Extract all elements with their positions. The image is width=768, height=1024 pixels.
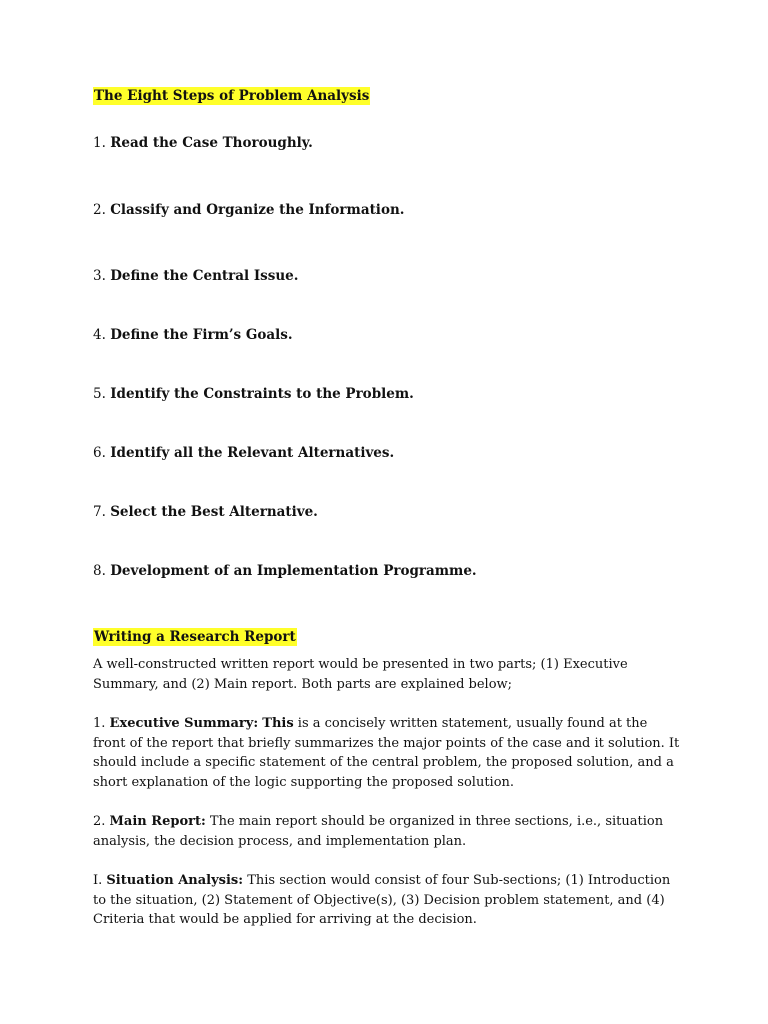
- item-label: Situation Analysis:: [106, 873, 244, 888]
- intro-paragraph: A well-constructed written report would be presented in two parts; (1) Executive Summary, and (2) Main report. Both parts are explained below;: [93, 657, 628, 692]
- step-number: 6.: [93, 445, 106, 461]
- step-text: Identify the Constraints to the Problem.: [110, 386, 414, 402]
- step-number: 4.: [93, 327, 106, 343]
- step-item: [93, 384, 414, 404]
- step-item: [93, 200, 404, 220]
- step-item: [93, 443, 394, 463]
- highlighted-title: The Eight Steps of Problem Analysis: [94, 88, 370, 104]
- section-heading-research-report: [93, 627, 297, 647]
- section-heading-problem-analysis: [93, 86, 370, 106]
- step-text: Read the Case Thoroughly.: [110, 135, 313, 151]
- item-bold-text: This: [262, 716, 294, 731]
- item-label: Main Report:: [109, 814, 206, 829]
- step-item: [93, 502, 318, 522]
- item-text: This section would consist of four Sub-sections; (1) Introduction to the situation, (2) Statement of Objective(s), (3) Decision problem statement, and (4) Criteria that would be applied for arriving at the decision.: [93, 873, 671, 928]
- step-number: 8.: [93, 563, 106, 579]
- step-number: 5.: [93, 386, 106, 402]
- step-item: [93, 266, 298, 286]
- highlighted-title: Writing a Research Report: [94, 629, 296, 645]
- step-text: Define the Central Issue.: [110, 268, 299, 284]
- step-text: Select the Best Alternative.: [110, 504, 318, 520]
- step-number: 7.: [93, 504, 106, 520]
- main-report-paragraph: [93, 812, 683, 851]
- item-text: is a concisely written statement, usually found at the front of the report that briefly summarizes the major points of the case and it solution. It should include a specific statement of the central problem, the proposed solution, and a short explanation of the logic supporting the proposed solution.: [93, 716, 680, 790]
- situation-analysis-paragraph: [93, 871, 683, 930]
- item-prefix: I.: [93, 873, 103, 888]
- step-number: 1.: [93, 135, 106, 151]
- item-prefix: 1.: [93, 716, 106, 731]
- step-item: [93, 325, 293, 345]
- step-number: 3.: [93, 268, 106, 284]
- step-item: [93, 561, 477, 581]
- item-prefix: 2.: [93, 814, 106, 829]
- step-item: [93, 133, 313, 153]
- step-text: Development of an Implementation Programme.: [110, 563, 477, 579]
- step-number: 2.: [93, 202, 106, 218]
- executive-summary-paragraph: [93, 714, 683, 792]
- step-text: Classify and Organize the Information.: [110, 202, 405, 218]
- step-text: Define the Firm’s Goals.: [110, 327, 293, 343]
- item-label: Executive Summary:: [109, 716, 259, 731]
- item-text: The main report should be organized in three sections, i.e., situation analysis, the decision process, and implementation plan.: [93, 814, 664, 849]
- step-text: Identify all the Relevant Alternatives.: [110, 445, 395, 461]
